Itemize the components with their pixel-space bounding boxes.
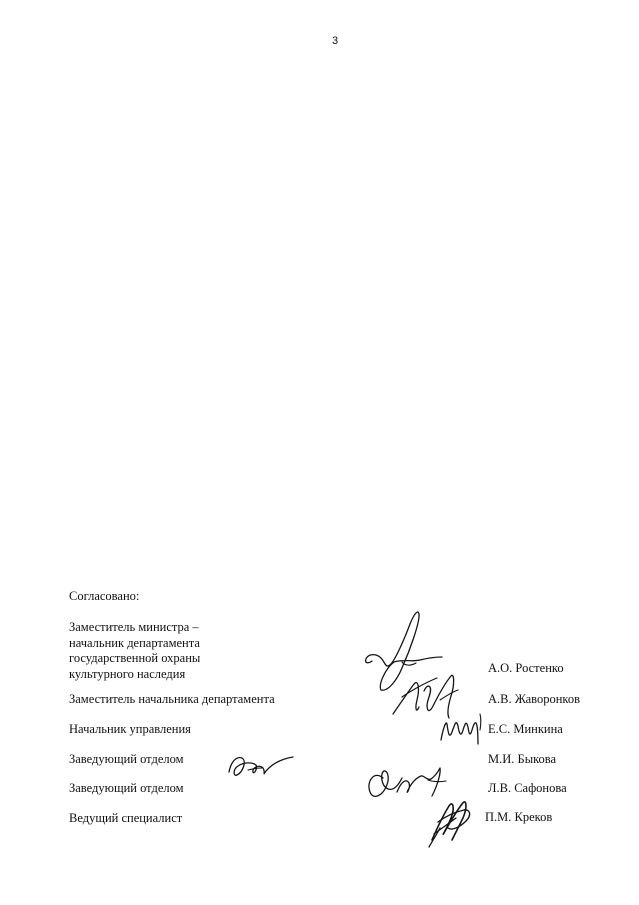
approval-row-3-name: Е.С. Минкина	[488, 722, 563, 736]
position-line: Заместитель министра –	[69, 620, 199, 634]
position-line: культурного наследия	[69, 666, 186, 681]
signature-minkina	[441, 714, 481, 744]
approval-row-1-name: А.О. Ростенко	[488, 661, 564, 675]
signature-rostenko	[366, 612, 442, 690]
signature-bykova	[229, 757, 293, 775]
position-line: Ведущий специалист	[69, 811, 183, 825]
signature-zhavoronkov	[393, 675, 458, 718]
position-line: начальник департамента	[69, 635, 200, 650]
approval-row-5-name: Л.В. Сафонова	[488, 781, 567, 795]
position-line: Заведующий отделом	[69, 781, 184, 795]
signature-safonova	[369, 768, 446, 796]
approval-row-2-name: А.В. Жаворонков	[488, 692, 581, 706]
approval-heading: Согласовано:	[69, 589, 140, 603]
position-line: Заведующий отделом	[69, 752, 184, 766]
signature-krekov	[429, 802, 470, 847]
approval-row-6-name: П.М. Креков	[485, 810, 553, 824]
position-line: Заместитель начальника департамента	[69, 692, 275, 706]
position-line: Начальник управления	[69, 722, 191, 736]
page-number: 3	[331, 35, 339, 47]
approval-row-4-name: М.И. Быкова	[488, 752, 557, 766]
position-line: государственной охраны	[69, 651, 201, 665]
